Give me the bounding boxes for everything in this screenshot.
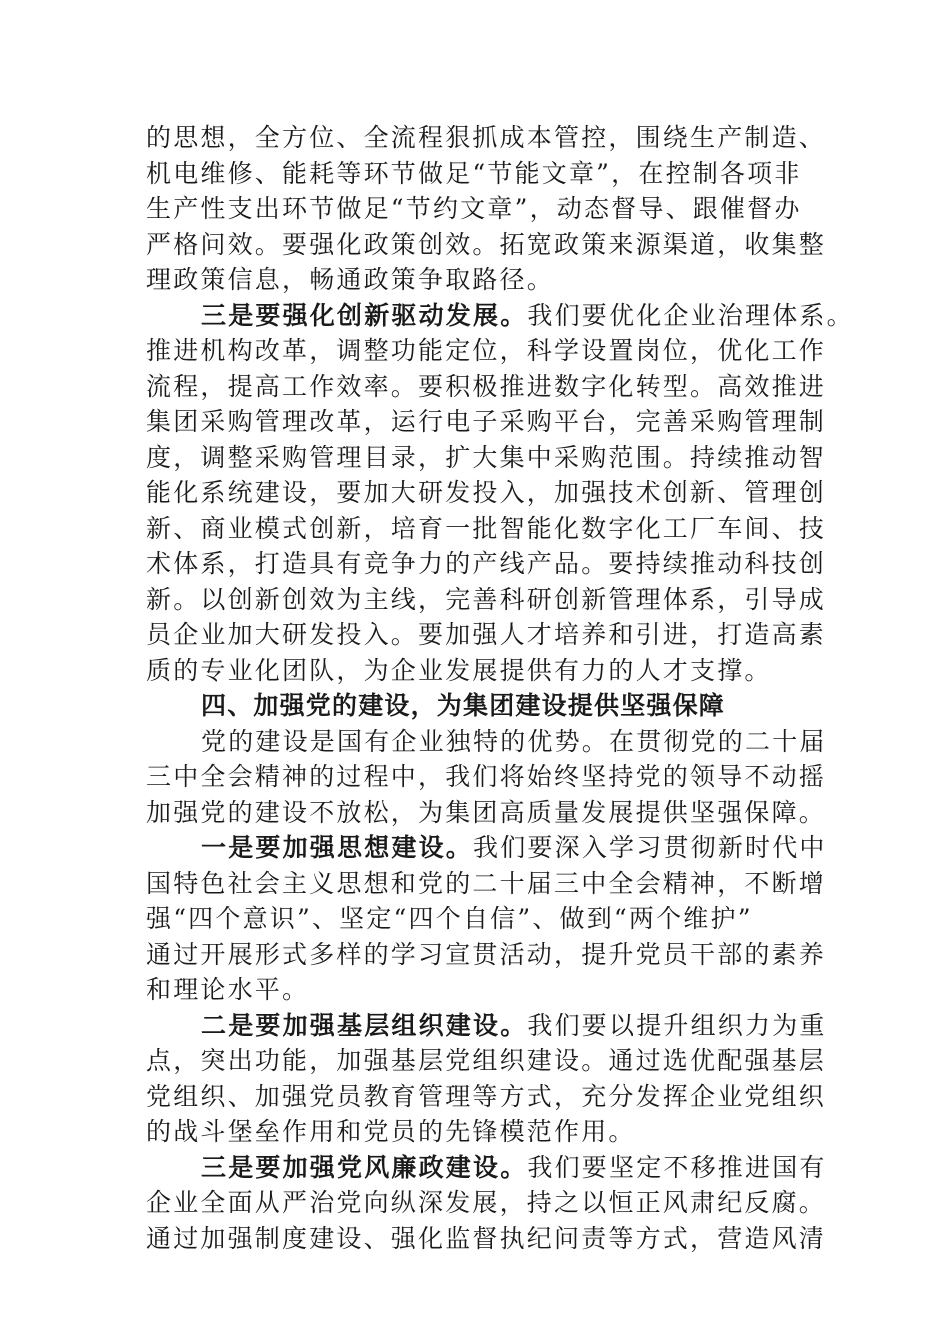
text-line-first: 党的建设是国有企业独特的优势。在贯彻党的二十届 [201, 726, 827, 756]
paragraph-integrity [146, 1150, 827, 1257]
text-line: 集团采购管理改革，运行电子采购平台，完善采购管理制 [146, 407, 827, 436]
text-line: 通过加强制度建设、强化监督执纪问责等方式，营造风清 [146, 1223, 827, 1253]
text-line: 理政策信息，畅通政策争取路径。 [146, 265, 555, 294]
paragraph-first-rest: 我们要坚定不移推进国有 [527, 1152, 827, 1182]
text-line: 新。以创新创效为主线，完善科研创新管理体系，引导成 [146, 584, 827, 614]
text-line: 三中全会精神的过程中，我们将始终坚持党的领导不动摇 [146, 762, 827, 791]
text-line: 机电维修、能耗等环节做足“节能文章”，在控制各项非 [146, 158, 802, 188]
text-line-first [146, 1008, 827, 1044]
text-line: 新、商业模式创新，培育一批智能化数字化工厂车间、技 [146, 513, 827, 543]
text-line: 的思想，全方位、全流程狠抓成本管控，围绕生产制造、 [146, 123, 827, 152]
paragraph-lead: 三是要强化创新驱动发展。 [201, 300, 528, 330]
paragraph-first-rest: 我们要优化企业治理体系。 [527, 300, 854, 330]
text-line: 推进机构改革，调整功能定位，科学设置岗位，优化工作 [146, 336, 827, 365]
text-line: 质的专业化团队，为企业发展提供有力的人才支撑。 [146, 655, 772, 685]
text-line: 和理论水平。 [146, 975, 310, 1004]
paragraph-lead: 一是要加强思想建设。 [201, 833, 474, 862]
text-line: 生产性支出环节做足“节约文章”，动态督导、跟催督办 [146, 194, 802, 223]
document-body [146, 120, 854, 1256]
text-line: 术体系，打造具有竞争力的产线产品。要持续推动科技创 [146, 549, 827, 578]
text-line: 党组织、加强党员教育管理等方式，充分发挥企业党组织 [146, 1081, 827, 1111]
text-line: 的战斗堡垒作用和党员的先锋模范作用。 [146, 1117, 636, 1146]
paragraph-lead: 三是要加强党风廉政建设。 [201, 1152, 528, 1182]
paragraph-innovation [146, 298, 854, 689]
paragraph-cost-control [146, 120, 827, 298]
paragraph-lead: 二是要加强基层组织建设。 [201, 1010, 528, 1040]
text-line: 度，调整采购管理目录，扩大集中采购范围。持续推动智 [146, 442, 827, 472]
text-line: 点，突出功能，加强基层党组织建设。通过选优配强基层 [146, 1046, 827, 1075]
text-line: 员企业加大研发投入。要加强人才培养和引进，打造高素 [146, 620, 827, 649]
text-line: 强“四个意识”、坚定“四个自信”、做到“两个维护” [146, 904, 753, 933]
section-heading: 四、加强党的建设，为集团建设提供坚强保障 [201, 691, 726, 720]
text-line: 能化系统建设，要加大研发投入，加强技术创新、管理创 [146, 478, 827, 507]
text-line: 国特色社会主义思想和党的二十届三中全会精神，不断增 [146, 868, 827, 898]
text-line: 加强党的建设不放松，为集团高质量发展提供坚强保障。 [146, 797, 827, 827]
paragraph-ideology [146, 830, 827, 1008]
text-line-first [146, 1150, 827, 1186]
paragraph-first-rest: 我们要以提升组织力为重 [527, 1010, 827, 1040]
text-line: 严格问效。要强化政策创效。拓宽政策来源渠道，收集整 [146, 229, 827, 259]
paragraph-first-rest: 我们要深入学习贯彻新时代中 [473, 833, 827, 862]
text-line-first [146, 830, 827, 866]
text-line: 企业全面从严治党向纵深发展，持之以恒正风肃纪反腐。 [146, 1188, 827, 1217]
paragraph-party-building [146, 724, 827, 831]
text-line-first [146, 298, 854, 334]
text-line: 流程，提高工作效率。要积极推进数字化转型。高效推进 [146, 371, 827, 401]
paragraph-grassroots [146, 1008, 827, 1150]
text-line: 通过开展形式多样的学习宣贯活动，提升党员干部的素养 [146, 939, 827, 969]
